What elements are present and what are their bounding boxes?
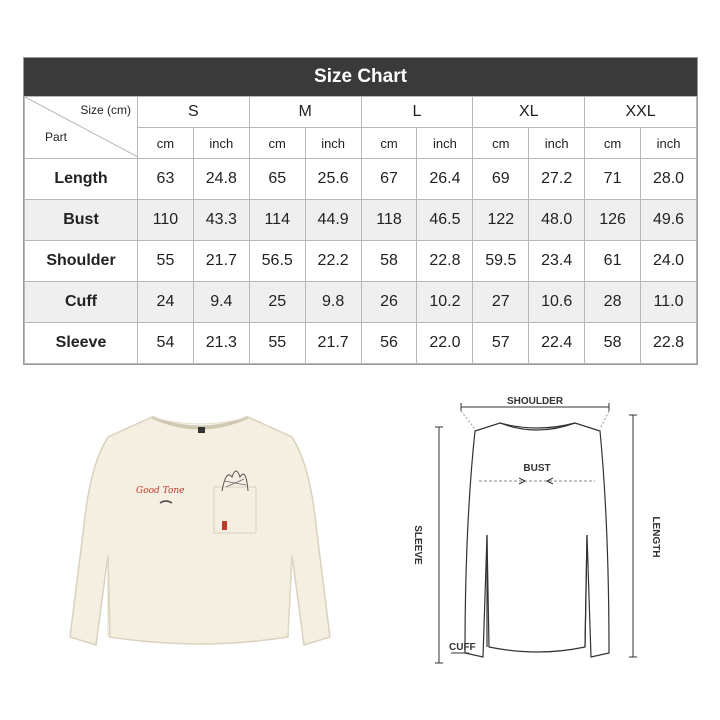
measurement-cell: 25.6	[305, 159, 361, 200]
table-row	[25, 159, 697, 200]
measurement-cell: 61	[585, 241, 641, 282]
red-tag	[222, 521, 227, 530]
length-measure	[629, 415, 661, 657]
measurement-cell: 44.9	[305, 200, 361, 241]
shirt-illustration	[70, 417, 330, 645]
unit-header: cm	[138, 128, 194, 159]
measurement-cell: 25	[249, 282, 305, 323]
bust-label: BUST	[523, 463, 551, 474]
measurement-cell: 9.4	[193, 282, 249, 323]
cuff-label: CUFF	[449, 642, 476, 653]
measurement-cell: 69	[473, 159, 529, 200]
measurement-cell: 11.0	[641, 282, 697, 323]
measurement-cell: 43.3	[193, 200, 249, 241]
size-header-row	[25, 97, 697, 128]
table-row	[25, 200, 697, 241]
measurement-cell: 58	[361, 241, 417, 282]
bust-measure	[479, 463, 595, 484]
measurement-cell: 28	[585, 282, 641, 323]
sleeve-label: SLEEVE	[412, 525, 423, 565]
measurement-cell: 22.4	[529, 323, 585, 364]
size-header: M	[249, 97, 361, 128]
unit-header: inch	[529, 128, 585, 159]
measurement-cell: 55	[138, 241, 194, 282]
measurement-cell: 21.3	[193, 323, 249, 364]
measurement-cell: 21.7	[193, 241, 249, 282]
unit-header: cm	[249, 128, 305, 159]
measurement-cell: 24.8	[193, 159, 249, 200]
measurement-cell: 22.0	[417, 323, 473, 364]
measurement-cell: 24.0	[641, 241, 697, 282]
table-row	[25, 241, 697, 282]
measurement-cell: 27.2	[529, 159, 585, 200]
measurement-cell: 65	[249, 159, 305, 200]
measurement-cell: 59.5	[473, 241, 529, 282]
size-header: XL	[473, 97, 585, 128]
size-header: S	[138, 97, 250, 128]
measurement-cell: 56.5	[249, 241, 305, 282]
cuff-measure	[449, 642, 476, 653]
measurement-diagram	[395, 385, 695, 675]
part-label: Part	[45, 130, 68, 144]
measurement-cell: 58	[585, 323, 641, 364]
measurement-cell: 27	[473, 282, 529, 323]
measurement-cell: 9.8	[305, 282, 361, 323]
measurement-cell: 126	[585, 200, 641, 241]
part-name-cell: Shoulder	[25, 241, 138, 282]
corner-cell	[25, 97, 138, 159]
size-chart-table	[24, 96, 697, 364]
part-name-cell: Bust	[25, 200, 138, 241]
unit-header: cm	[361, 128, 417, 159]
unit-header: inch	[641, 128, 697, 159]
measurement-cell: 71	[585, 159, 641, 200]
measurement-cell: 26	[361, 282, 417, 323]
measurement-cell: 56	[361, 323, 417, 364]
size-chart-title: Size Chart	[24, 58, 697, 96]
unit-header: inch	[417, 128, 473, 159]
unit-header: inch	[305, 128, 361, 159]
measurement-cell: 110	[138, 200, 194, 241]
measurement-cell: 49.6	[641, 200, 697, 241]
table-row	[25, 282, 697, 323]
measurement-cell: 67	[361, 159, 417, 200]
unit-header: cm	[473, 128, 529, 159]
measurement-cell: 23.4	[529, 241, 585, 282]
measurement-cell: 22.8	[417, 241, 473, 282]
shirt-outline	[465, 423, 609, 657]
size-header: L	[361, 97, 473, 128]
measurement-cell: 55	[249, 323, 305, 364]
measurement-cell: 10.2	[417, 282, 473, 323]
sleeve-measure	[412, 427, 443, 663]
size-header: XXL	[585, 97, 697, 128]
measurement-cell: 54	[138, 323, 194, 364]
measurement-cell: 48.0	[529, 200, 585, 241]
length-label: LENGTH	[650, 516, 661, 558]
neck-label	[198, 427, 205, 433]
shoulder-measure	[461, 396, 609, 429]
measurement-cell: 114	[249, 200, 305, 241]
table-row	[25, 323, 697, 364]
part-name-cell: Sleeve	[25, 323, 138, 364]
measurement-cell: 22.8	[641, 323, 697, 364]
measurement-cell: 28.0	[641, 159, 697, 200]
part-name-cell: Cuff	[25, 282, 138, 323]
size-unit-label: Size (cm)	[80, 103, 131, 117]
measurement-cell: 26.4	[417, 159, 473, 200]
unit-header: inch	[193, 128, 249, 159]
measurement-cell: 21.7	[305, 323, 361, 364]
measurement-cell: 22.2	[305, 241, 361, 282]
measurement-cell: 63	[138, 159, 194, 200]
part-name-cell: Length	[25, 159, 138, 200]
measurement-cell: 46.5	[417, 200, 473, 241]
measurement-cell: 24	[138, 282, 194, 323]
measurement-cell: 57	[473, 323, 529, 364]
shoulder-label: SHOULDER	[506, 396, 564, 407]
product-photo	[60, 405, 340, 655]
measurement-cell: 10.6	[529, 282, 585, 323]
measurement-cell: 122	[473, 200, 529, 241]
unit-header: cm	[585, 128, 641, 159]
chest-logo: Good Tone	[136, 486, 185, 496]
size-chart	[23, 57, 698, 365]
measurement-cell: 118	[361, 200, 417, 241]
